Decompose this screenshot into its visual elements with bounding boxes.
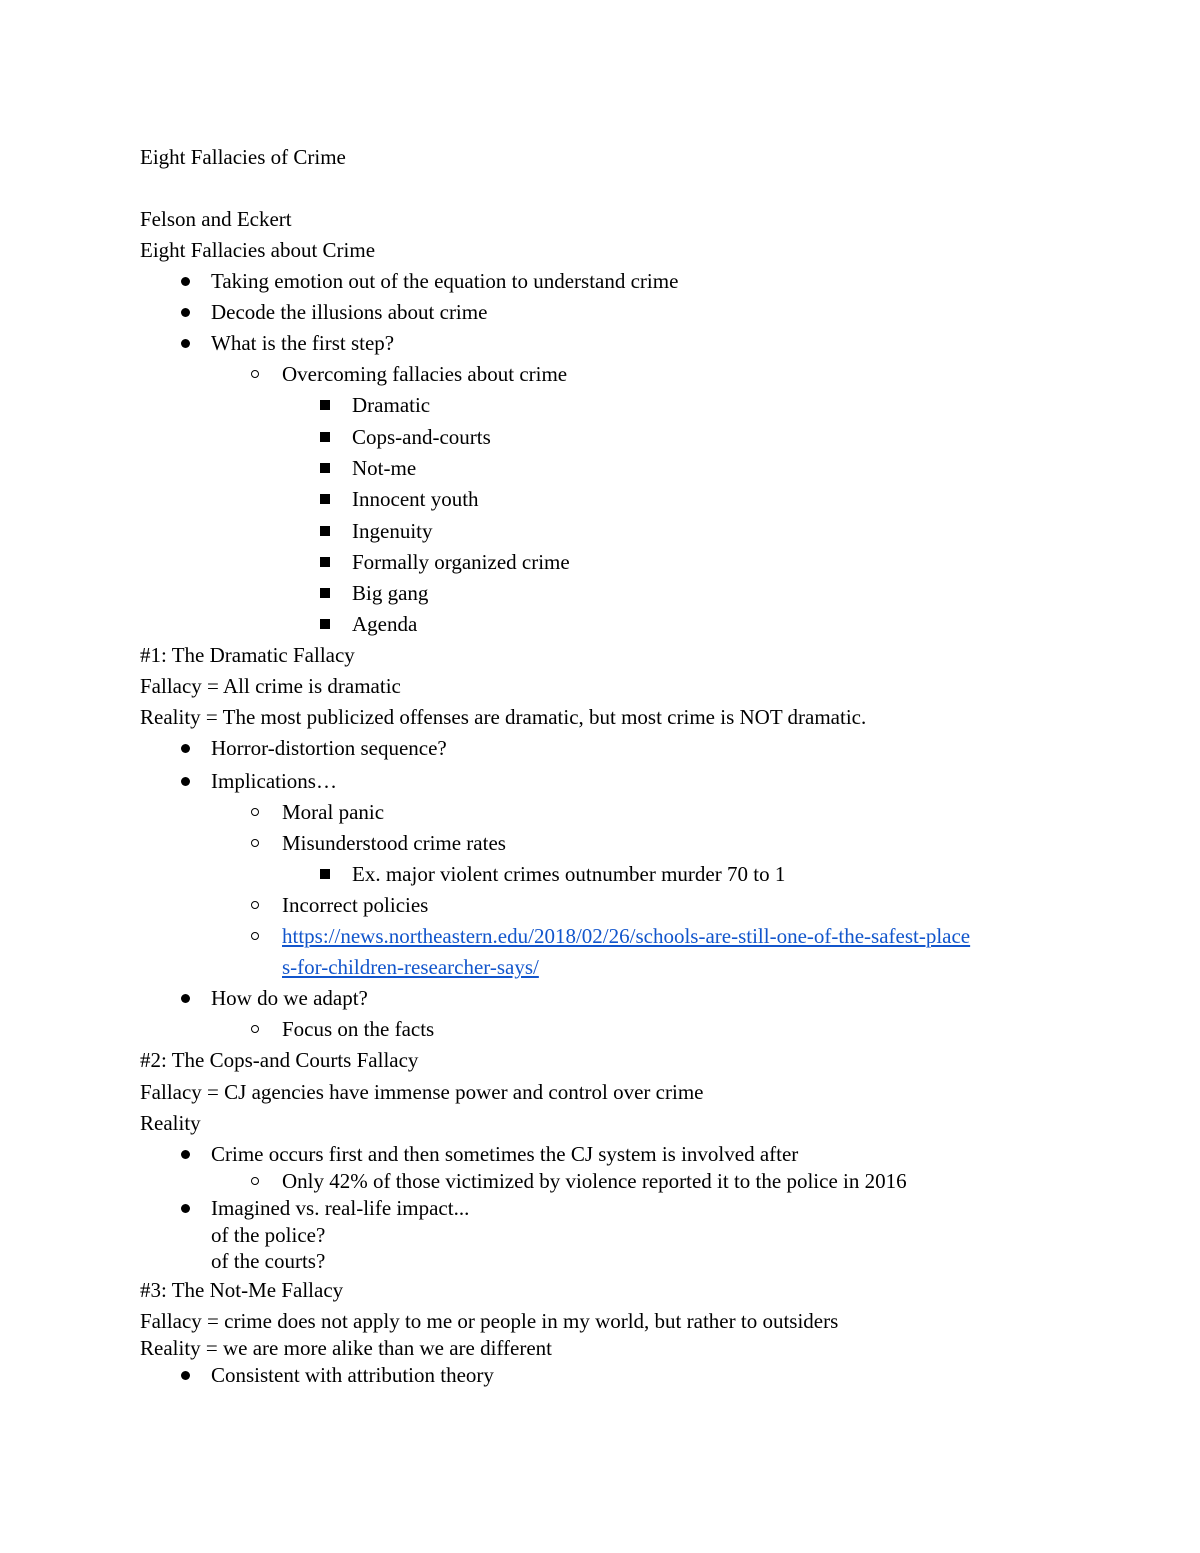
- fallacy-list-item: Cops-and-courts: [352, 425, 491, 449]
- fallacy-statement: Fallacy = CJ agencies have immense power and control over crime: [140, 1080, 704, 1104]
- fallacy-list-item: Agenda: [352, 612, 418, 636]
- bullet-square-icon: [317, 580, 333, 606]
- list-item: Ex. major violent crimes outnumber murder 70 to 1: [352, 862, 786, 886]
- fallacy-list-item: Not-me: [352, 456, 417, 480]
- list-item: What is the first step?: [211, 331, 395, 355]
- list-item: Incorrect policies: [282, 893, 429, 917]
- list-item: Horror-distortion sequence?: [211, 736, 447, 760]
- article-link[interactable]: https://news.northeastern.edu/2018/02/26/schools-are-still-one-of-the-safest-place: [282, 924, 971, 948]
- bullet-square-icon: [317, 455, 333, 481]
- section-heading: #3: The Not-Me Fallacy: [140, 1278, 344, 1302]
- bullet-square-icon: [317, 392, 333, 418]
- fallacy-list-item: Formally organized crime: [352, 550, 570, 574]
- bullet-dot-icon: [177, 735, 193, 761]
- list-item: Implications…: [211, 769, 337, 793]
- list-item: Consistent with attribution theory: [211, 1363, 494, 1387]
- bullet-dot-icon: [177, 1362, 193, 1388]
- bullet-circle-icon: [247, 1168, 263, 1194]
- bullet-dot-icon: [177, 330, 193, 356]
- bullet-circle-icon: [247, 361, 263, 387]
- bullet-dot-icon: [177, 268, 193, 294]
- fallacy-statement: Fallacy = All crime is dramatic: [140, 674, 401, 698]
- list-item: Overcoming fallacies about crime: [282, 362, 568, 386]
- bullet-square-icon: [317, 424, 333, 450]
- list-item: Only 42% of those victimized by violence reported it to the police in 2016: [282, 1169, 907, 1193]
- list-item: How do we adapt?: [211, 986, 368, 1010]
- bullet-circle-icon: [247, 799, 263, 825]
- list-item: Imagined vs. real-life impact...: [211, 1196, 470, 1220]
- bullet-dot-icon: [177, 985, 193, 1011]
- bullet-square-icon: [317, 518, 333, 544]
- list-item: Moral panic: [282, 800, 385, 824]
- section-heading: #2: The Cops-and Courts Fallacy: [140, 1048, 419, 1072]
- list-item: Taking emotion out of the equation to understand crime: [211, 269, 679, 293]
- bullet-dot-icon: [177, 1195, 193, 1221]
- authors-line: Felson and Eckert: [140, 207, 292, 231]
- bullet-circle-icon: [247, 830, 263, 856]
- fallacy-list-item: Ingenuity: [352, 519, 433, 543]
- reality-statement: Reality = The most publicized offenses are dramatic, but most crime is NOT dramatic.: [140, 705, 867, 729]
- reality-statement: Reality = we are more alike than we are different: [140, 1336, 553, 1360]
- bullet-circle-icon: [247, 1016, 263, 1042]
- list-item: Decode the illusions about crime: [211, 300, 488, 324]
- list-item: Crime occurs first and then sometimes the CJ system is involved after: [211, 1142, 799, 1166]
- bullet-dot-icon: [177, 768, 193, 794]
- list-item-continued: of the police?: [211, 1223, 326, 1247]
- list-item: Focus on the facts: [282, 1017, 435, 1041]
- bullet-circle-icon: [247, 892, 263, 918]
- bullet-square-icon: [317, 611, 333, 637]
- bullet-square-icon: [317, 549, 333, 575]
- bullet-square-icon: [317, 861, 333, 887]
- list-item-continued: of the courts?: [211, 1249, 326, 1273]
- bullet-circle-icon: [247, 923, 263, 949]
- section-heading: #1: The Dramatic Fallacy: [140, 643, 355, 667]
- fallacy-list-item: Innocent youth: [352, 487, 479, 511]
- document-title: Eight Fallacies of Crime: [140, 145, 346, 169]
- reality-statement: Reality: [140, 1111, 201, 1135]
- bullet-dot-icon: [177, 1141, 193, 1167]
- bullet-square-icon: [317, 486, 333, 512]
- list-item: Misunderstood crime rates: [282, 831, 506, 855]
- bullet-dot-icon: [177, 299, 193, 325]
- fallacy-list-item: Big gang: [352, 581, 429, 605]
- subtitle-line: Eight Fallacies about Crime: [140, 238, 376, 262]
- fallacy-statement: Fallacy = crime does not apply to me or people in my world, but rather to outsiders: [140, 1309, 839, 1333]
- fallacy-list-item: Dramatic: [352, 393, 431, 417]
- article-link-continued[interactable]: s-for-children-researcher-says/: [282, 955, 539, 979]
